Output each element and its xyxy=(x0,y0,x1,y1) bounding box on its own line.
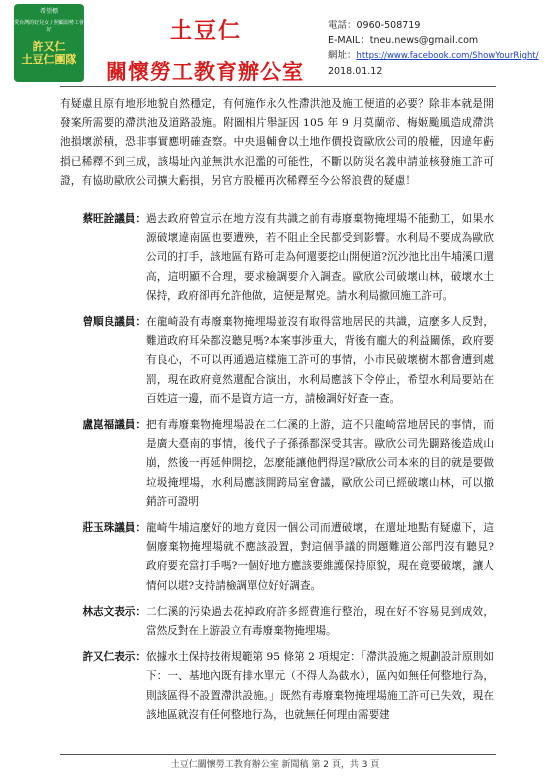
speaker-name: 許又仁表示： xyxy=(82,651,146,664)
speech-item xyxy=(60,603,494,641)
facebook-link[interactable]: https://www.facebook.com/ShowYourRight/ xyxy=(356,51,539,61)
speech-item xyxy=(60,519,494,596)
speech-item xyxy=(60,416,494,512)
speaker-name: 盧崑福議員： xyxy=(82,419,146,432)
speaker-name: 蔡旺詮議員： xyxy=(82,213,146,225)
speech-text: 把有毒廢棄物掩埋場設在二仁溪的上游，這不只龍崎當地居民的事情，而是廣大臺南的事情，後代子子孫孫都深受其害。歐欣公司先闢路後造成山崩，然後一再延伸開挖，怎麼能讓他們得逞?歐欣公司本來的目的就是要做垃圾掩埋場，水利局應該開跨局室會議，歐欣公司已經破壞山林，可以撤銷許可證明 xyxy=(146,419,494,508)
team-logo xyxy=(14,4,84,82)
header-divider xyxy=(60,86,496,87)
footer-divider xyxy=(60,754,496,755)
email-line: E-MAIL：tneu.news@gmail.com xyxy=(328,35,479,46)
speech-item xyxy=(60,313,494,409)
speaker-name: 莊玉珠議員： xyxy=(82,522,146,535)
page-footer: 土豆仁關懷勞工教育辦公室 新聞稿 第 2 頁，共 3 頁 xyxy=(170,760,380,770)
speech-item xyxy=(60,648,494,725)
logo-line2: 愛台灣的好兒女 / 照顧弱勢工會好 xyxy=(14,20,84,33)
speech-text: 過去政府曾宣示在地方沒有共識之前有毒廢棄物掩埋場不能動工，如果水源破壞違南區也要遭殃，若不阻止全民都受到影響。水利局不要成為歐欣公司的打手，該地區有路可走為何還要挖山開便道?沉沙池比出牛埔溪口還高，這明顯不合理，要求檢調要介入調查。歐欣公司破壞山林，破壞水土保持，政府卻再允許他做，這便是幫兇。請水利局撤回施工許可。 xyxy=(146,213,494,302)
org-name-line2: 關懷勞工教育辦公室 xyxy=(106,60,304,84)
web-line xyxy=(328,48,539,64)
org-name-line1: 土豆仁 xyxy=(170,19,243,44)
letterhead xyxy=(0,0,550,92)
speech-text: 在龍崎設有毒廢棄物掩埋場並沒有取得當地居民的共識，這麼多人反對，難道政府耳朵都沒聽見嗎?本案事涉重大，背後有龐大的利益關係，政府要有良心，不可以再通過這樣施工許可的事情，小市民破壞樹木都會遭到處罰，現在政府竟然還配合演出，水利局應該下令停止，希望水利局要站在百姓這一邊，而不是資方這一方，請檢調好好查一查。 xyxy=(146,316,494,405)
logo-line3: 許又仁 xyxy=(32,40,66,53)
web-label: 網址： xyxy=(328,50,357,61)
intro-paragraph: 有疑慮且原有地形地貌自然穩定，有何施作永久性滯洪池及施工便道的必要？除非本就是開發案所需要的滯洪池及道路設施。附圖相片舉証因 105 年 9 月莫蘭帝、梅姬颱風造成滯洪池損壞淤積，恐非事實應明確查察。中央退輔會以土地作價投資歐欣公司的般權，因違年虧損已稀釋不到三成，該場址內並無洪水氾濫的可能性，不斷以防災名義申請並核發施工許可證，有協助歐欣公司擴大虧損，另官方股權再次稀釋至今公帑浪費的疑慮！ xyxy=(60,98,494,187)
date-line: 2018.01.12 xyxy=(328,66,383,77)
speech-list xyxy=(60,210,494,732)
logo-line1: 希望標 xyxy=(39,8,58,15)
speaker-name: 林志文表示： xyxy=(82,605,146,618)
speech-text: 二仁溪的污染過去花掉政府許多經費進行整治，現在好不容易見到成效，當然反對在上游設立有毒廢棄物掩埋場。 xyxy=(146,605,494,638)
phone-line: 電話：0960-508719 xyxy=(328,20,421,31)
speech-item xyxy=(60,210,494,306)
contact-block xyxy=(328,18,539,79)
logo-line4: 土豆仁團隊 xyxy=(21,53,77,66)
speech-text: 依據水土保持技術規範第 95 條第 2 項規定：「滯洪設施之規劃設計原則如下：一、基地內既有排水單元（不得人為截水），區內如無任何整地行為，則該區得不設置滯洪設施。」既然有毒廢棄物掩埋場施工許可已失效，現在該地區就沒有任何整地行為，也就無任何理由需要建 xyxy=(146,651,494,721)
speaker-name: 曾順良議員： xyxy=(82,316,146,329)
speech-text: 龍崎牛埔這麼好的地方竟因一個公司而遭破壞，在還址地點有疑慮下，這個廢棄物掩埋場就不應該設置，對這個爭議的問題難道公部門沒有聽見? 政府要充當打手嗎?一個好地方應該要維護保持原貌，現在竟要破壞，讓人情何以堪?支持請檢調單位好好調查。 xyxy=(146,522,494,592)
